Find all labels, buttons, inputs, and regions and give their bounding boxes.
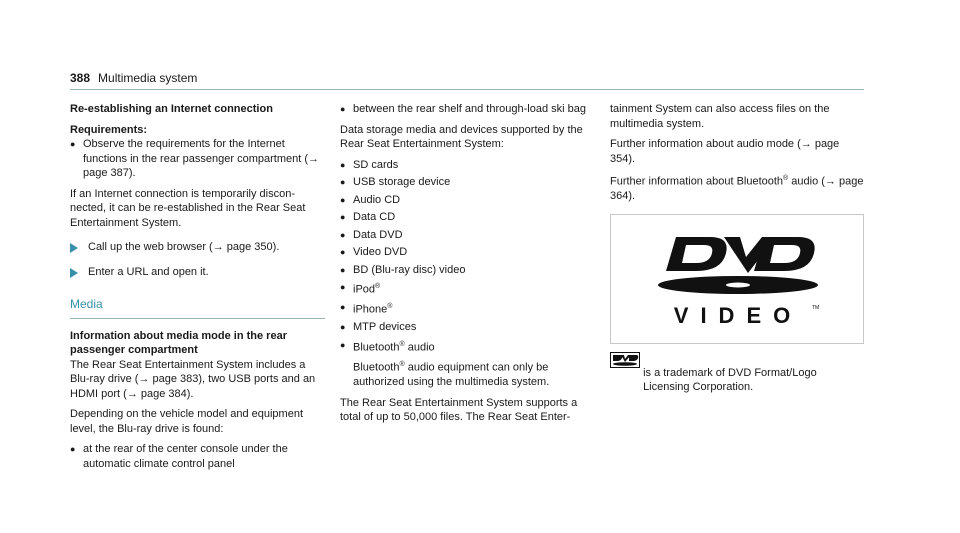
paragraph: tainment System can also access files on the multimedia system. — [610, 103, 830, 130]
step-item: Call up the web browser (→ page 350). — [70, 240, 325, 255]
paragraph: Further information about Bluetooth® audio (→ page 364). — [610, 175, 864, 203]
column-1 — [70, 102, 325, 477]
list-item: ● BD (Blu‑ray disc) video — [340, 263, 466, 276]
section-title-media: Media — [70, 297, 103, 311]
list-item: ● Data DVD — [340, 228, 403, 241]
paragraph: Further information about audio mode (→ page 354). — [610, 138, 840, 165]
trademark-note — [610, 344, 865, 395]
bluetooth-note: Bluetooth® audio equipment can only be authorized using the multimedia system. — [353, 360, 550, 389]
bullet-icon: ● — [340, 194, 346, 205]
bullet-icon: ● — [340, 247, 346, 257]
column-2 — [340, 102, 595, 431]
bullet-icon: ● — [70, 139, 76, 149]
step-arrow-icon — [70, 268, 78, 278]
bullet-icon: ● — [340, 302, 346, 313]
column-3 — [610, 102, 865, 395]
paragraph: Data storage media and devices supported by the Rear Seat Entertainment System: — [340, 123, 583, 150]
list-item: ● Video DVD — [340, 246, 408, 258]
logo-video-text: VIDEO — [673, 302, 803, 328]
dvd-video-logo — [610, 214, 864, 344]
section-rule — [70, 318, 325, 319]
list-item: ● Audio CD — [340, 193, 401, 206]
list-item: ● iPod® — [340, 282, 381, 296]
list-item: ● SD cards — [340, 158, 399, 171]
logo-tm-text: TM — [812, 304, 820, 311]
bullet-icon: ● — [340, 177, 346, 187]
dvd-small-logo-icon — [610, 352, 640, 368]
list-item: ● USB storage device — [340, 176, 451, 188]
paragraph: The Rear Seat Entertainment System includes a Blu‑ray drive (→ page 383), two USB ports and an HDMI port (→ page 384). — [70, 358, 316, 400]
step-item: Enter a URL and open it. — [70, 265, 325, 280]
list-item: ● MTP devices — [340, 321, 417, 334]
location-list — [70, 442, 325, 471]
location-list-cont — [340, 102, 595, 117]
paragraph: Depending on the vehicle model and equipment level, the Blu‑ray drive is found: — [70, 408, 303, 435]
page-number: 388 — [70, 71, 91, 85]
list-item: ● Data CD — [340, 211, 396, 223]
list-item: ● iPhone® — [340, 302, 393, 316]
bullet-icon: ● — [340, 104, 346, 114]
paragraph: The Rear Seat Entertainment System supports a total of up to 50,000 files. The Rear Seat Enter‑ — [340, 396, 578, 424]
bullet-icon: ● — [340, 229, 346, 240]
list-item: ● at the rear of the center console under the automatic climate control panel — [70, 443, 288, 470]
step-arrow-icon — [70, 243, 78, 253]
paragraph: If an Internet connection is temporarily discon‑ nected, it can be re‑established in the Rear Seat Entertainment System. — [70, 187, 306, 229]
bullet-icon: ● — [70, 444, 76, 454]
bullet-icon: ● — [340, 264, 346, 275]
heading-media-info: Information about media mode in the rear passenger compartment — [70, 329, 287, 356]
dvd-logo-icon — [652, 227, 822, 331]
list-item: ● between the rear shelf and through‑load ski bag — [340, 103, 586, 115]
media-list — [340, 158, 595, 390]
bullet-icon: ● — [340, 322, 346, 333]
section-name: Multimedia system — [98, 71, 198, 85]
bullet-icon: ● — [340, 159, 346, 170]
bullet-icon: ● — [340, 282, 346, 292]
list-item: ● Bluetooth® audio Bluetooth® audio equipment can only be authorized using the multimedia system. — [340, 338, 595, 390]
requirements-label: Requirements: — [70, 123, 148, 136]
header-rule — [70, 89, 864, 90]
requirements-list — [70, 137, 325, 181]
bullet-icon: ● — [340, 339, 346, 350]
page-header — [70, 71, 197, 85]
heading-reestablish: Re‑establishing an Internet connection — [70, 103, 273, 115]
trademark-text: is a trademark of DVD Format/Logo Licensing Corporation. — [643, 366, 817, 394]
list-item: ● Observe the requirements for the Internet functions in the rear passenger compartment (→ page 387). — [70, 138, 320, 179]
bullet-icon: ● — [340, 212, 346, 222]
